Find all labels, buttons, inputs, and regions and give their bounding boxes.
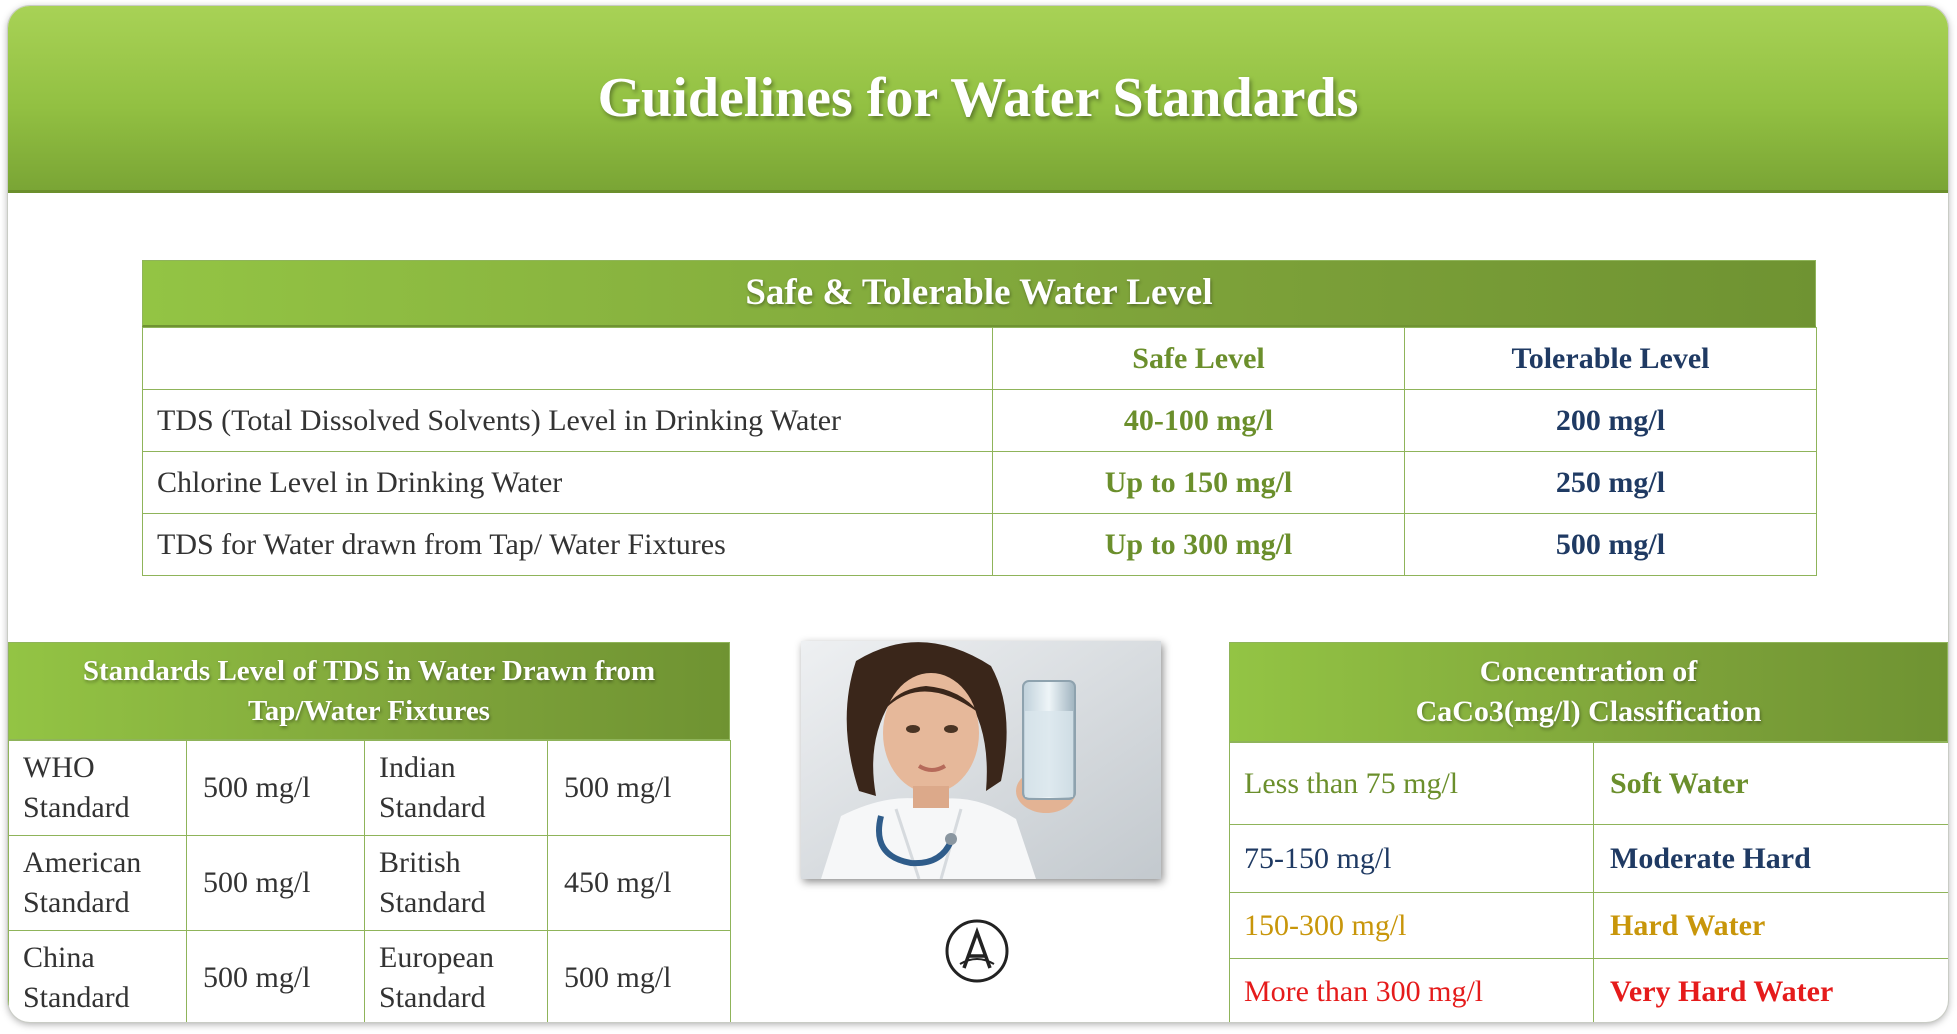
tds-standards-table (8, 642, 730, 1022)
header-cell-empty (143, 328, 993, 390)
caco3-title-line1: Concentration of (1479, 655, 1698, 688)
header-tolerable-level: Tolerable Level (1405, 328, 1817, 390)
class-cell: Moderate Hard (1594, 825, 1949, 893)
caco3-grid (1229, 742, 1948, 1022)
caco3-title (1229, 642, 1948, 742)
standard-name-cell (365, 931, 548, 1023)
safe-tolerable-table (142, 260, 1816, 576)
tds-standards-title-line1: Standards Level of TDS in Water Drawn from (82, 655, 656, 687)
standard-name-suffix: Standard (23, 886, 130, 919)
standard-name-cell (9, 931, 187, 1023)
standard-name-suffix: Standard (379, 791, 486, 824)
standard-value-cell: 500 mg/l (548, 741, 731, 836)
class-cell: Hard Water (1594, 893, 1949, 959)
safe-value-cell: Up to 300 mg/l (993, 514, 1405, 576)
standard-name-cell (9, 741, 187, 836)
page-banner (8, 6, 1948, 193)
page-title: Guidelines for Water Standards (597, 67, 1359, 129)
safe-tolerable-grid (142, 327, 1817, 576)
range-cell: More than 300 mg/l (1230, 959, 1594, 1023)
class-cell: Soft Water (1594, 743, 1949, 825)
safe-value-cell: Up to 150 mg/l (993, 452, 1405, 514)
table-row (1230, 893, 1949, 959)
standard-name: British (379, 846, 461, 879)
tolerable-value-cell: 200 mg/l (1405, 390, 1817, 452)
standard-name: Indian (379, 751, 456, 784)
tds-standards-title-line2: Tap/Water Fixtures (248, 695, 490, 727)
table-row (9, 836, 731, 931)
header-safe-level: Safe Level (993, 328, 1405, 390)
table-row (143, 452, 1817, 514)
standard-name-suffix: Standard (23, 791, 130, 824)
doctor-illustration (801, 641, 1161, 879)
standard-value-cell: 500 mg/l (187, 836, 365, 931)
standard-name-suffix: Standard (23, 981, 130, 1014)
param-cell: TDS for Water drawn from Tap/ Water Fixtures (143, 514, 993, 576)
standard-name-cell (365, 741, 548, 836)
table-row (143, 390, 1817, 452)
standard-value-cell: 450 mg/l (548, 836, 731, 931)
param-cell: Chlorine Level in Drinking Water (143, 452, 993, 514)
table-row (143, 514, 1817, 576)
circle-a-logo-icon (944, 918, 1010, 984)
standard-name-cell (365, 836, 548, 931)
standard-name-cell (9, 836, 187, 931)
standard-name: European (379, 941, 494, 974)
tolerable-value-cell: 250 mg/l (1405, 452, 1817, 514)
caco3-classification-table (1229, 642, 1948, 1022)
table-row (9, 741, 731, 836)
standard-value-cell: 500 mg/l (187, 931, 365, 1023)
table-row (1230, 959, 1949, 1023)
tolerable-value-cell: 500 mg/l (1405, 514, 1817, 576)
safe-value-cell: 40-100 mg/l (993, 390, 1405, 452)
param-cell: TDS (Total Dissolved Solvents) Level in Drinking Water (143, 390, 993, 452)
standard-value-cell: 500 mg/l (187, 741, 365, 836)
page-frame (8, 6, 1948, 1022)
range-cell: 75-150 mg/l (1230, 825, 1594, 893)
table-row (1230, 743, 1949, 825)
safe-tolerable-title: Safe & Tolerable Water Level (142, 260, 1816, 327)
standard-name: American (23, 846, 142, 879)
table-row (9, 931, 731, 1023)
range-cell: Less than 75 mg/l (1230, 743, 1594, 825)
caco3-title-line2: CaCo3(mg/l) Classification (1415, 695, 1762, 728)
standard-name: WHO (23, 751, 95, 784)
standard-name-suffix: Standard (379, 886, 486, 919)
standard-name: China (23, 941, 95, 974)
doctor-holding-glass-of-water-photo (801, 641, 1161, 879)
tds-standards-grid (8, 740, 731, 1022)
tds-standards-title (8, 642, 730, 740)
standard-value-cell: 500 mg/l (548, 931, 731, 1023)
range-cell: 150-300 mg/l (1230, 893, 1594, 959)
class-cell: Very Hard Water (1594, 959, 1949, 1023)
table-header-row (143, 328, 1817, 390)
table-row (1230, 825, 1949, 893)
standard-name-suffix: Standard (379, 981, 486, 1014)
